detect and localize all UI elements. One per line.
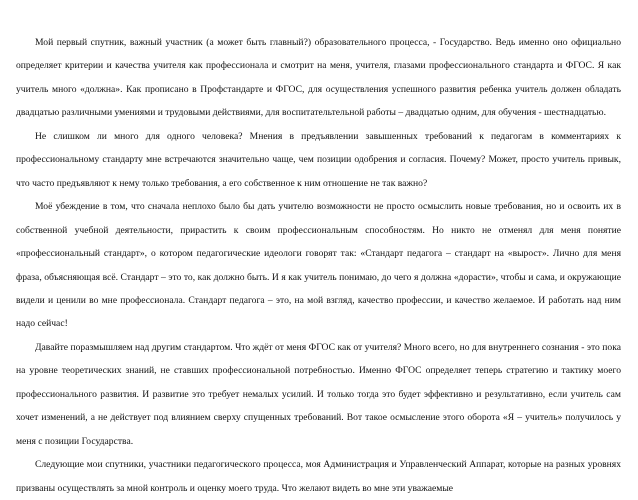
paragraph-state: Мой первый спутник, важный участник (а может быть главный?) образовательного процесса, - Государство. Ведь именно оно официально определяет критерии и качества учителя как профессионала и смотрит на меня, учителя, глазами профессионального стандарта и ФГОС. Я как учитель много «должна». Как прописано в Профстандарте и ФГОС, для осуществления успешного развития ребенка учитель должен обладать двадцатью различными умениями и трудовыми действиями, для воспитательтельной работы – двадцатью одним, для обучения - шестнадцатью. — [16, 37, 621, 119]
paragraph-administration: Следующие мои спутники, участники педагогического процесса, моя Администрация и Управленческий Аппарат, которые на разных уровнях призваны осуществлять за мной контроль и оценку моего труда. Что желают видеть во мне эти уважаемые — [16, 459, 621, 494]
document-page — [16, 31, 621, 500]
paragraph-question: Не слишком ли много для одного человека? Мнения в предъявлении завышенных требований к педагогам в комментариях к профессиональному стандарту мне встречаются значительно чаще, чем позиции одобрения и согласия. Почему? Может, просто учитель привык, что часто предъявляют к нему только требования, а его собственное к ним отношение не так важно? — [16, 130, 621, 189]
paragraph-conviction: Моё убеждение в том, что сначала неплохо было бы дать учителю возможности не просто осмыслить новые требования, но и освоить их в собственной учебной деятельности, прирастить к своим профессиональным способностям. Но никто не отменял для меня понятие «профессиональный стандарт», о котором педагогические идеологи говорят так: «Стандарт педагога – стандарт на «вырост». Лично для меня фраза, объясняющая всё. Стандарт – это то, как должно быть. И я как учитель понимаю, до чего я должна «дорасти», чтобы и сама, и окружающие видели и ценили во мне профессионала. Стандарт педагога – это, на мой взгляд, качество профессии, и качество желаемое. И работать над ним надо сейчас! — [16, 201, 621, 330]
paragraph-fgos: Давайте поразмышляем над другим стандартом. Что ждёт от меня ФГОС как от учителя? Много всего, но для внутреннего сознания - это пока на уровне теоретических знаний, не ставших профессиональной потребностью. Именно ФГОС определяет теперь стратегию и тактику моего профессионального развития. И развитие это требует немалых усилий. И только тогда это будет эффективно и результативно, если учитель сам хочет изменений, а не действует под влиянием сверху спущенных требований. Вот такое осмысление этого оборота «Я – учитель» получилось у меня с позиции Государства. — [16, 341, 621, 447]
